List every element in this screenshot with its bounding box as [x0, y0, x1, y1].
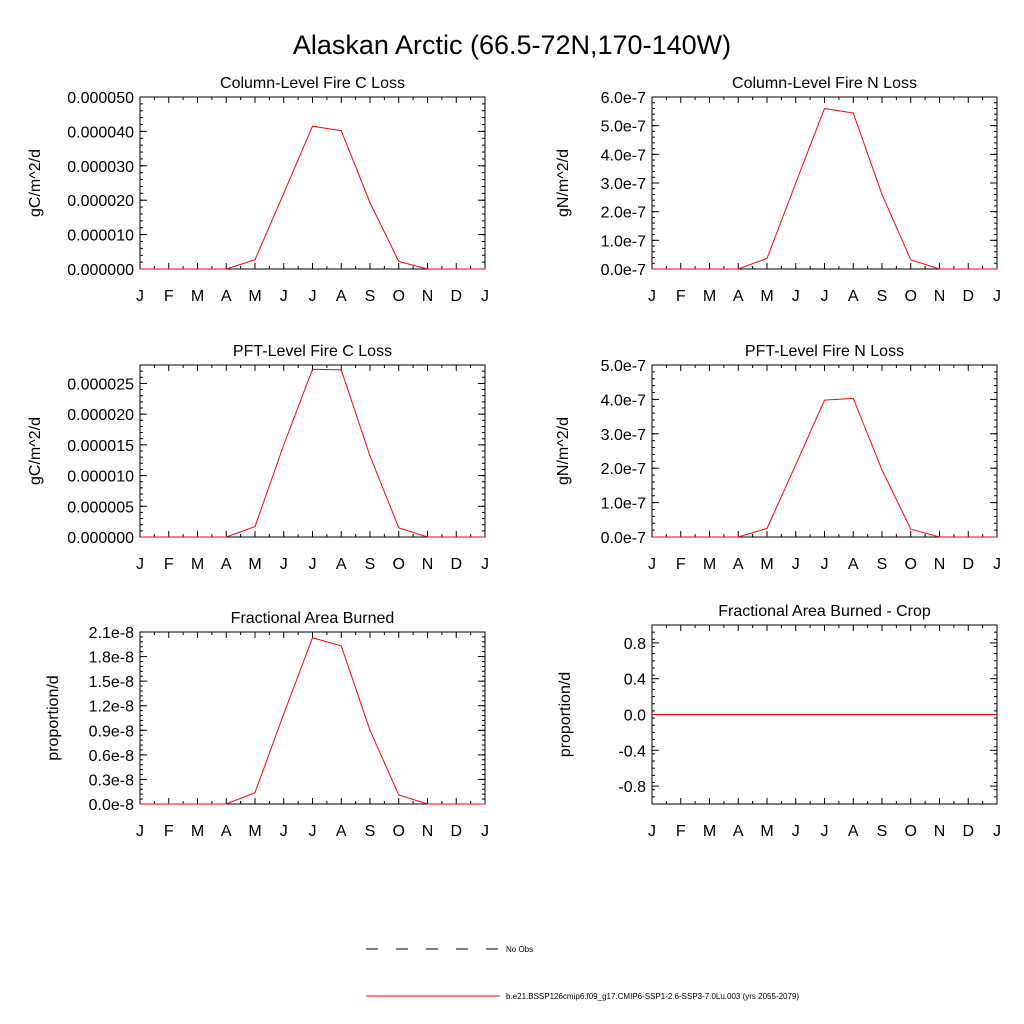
y-tick-label: 0.6e-8: [88, 747, 134, 765]
x-tick-label: J: [993, 823, 1001, 840]
x-tick-label: M: [702, 288, 717, 305]
x-tick-label: S: [876, 556, 888, 573]
x-tick-label: J: [993, 288, 1001, 305]
x-tick-label: A: [335, 288, 347, 305]
y-tick-label: 0.000000: [67, 530, 134, 547]
y-tick-label: 1.8e-8: [88, 649, 134, 667]
x-tick-label: J: [648, 823, 656, 840]
legend-obs-label: No Obs: [506, 945, 534, 954]
legend-series-label: b.e21.BSSP126cmip6.f09_g17.CMIP6-SSP1-2.6-SSP3-7.0Lu.003 (yrs 2055-2079): [506, 992, 800, 1001]
x-tick-label: J: [308, 823, 317, 840]
plot-frame: [140, 632, 485, 804]
x-tick-label: S: [364, 556, 376, 573]
x-tick-label: M: [190, 288, 205, 305]
x-tick-label: J: [993, 556, 1001, 573]
y-tick-label: 0.0e-7: [600, 530, 646, 547]
y-tick-label: 0.000010: [67, 468, 134, 486]
x-tick-label: M: [248, 823, 262, 840]
x-tick-label: A: [335, 556, 347, 573]
x-tick-label: O: [392, 288, 405, 305]
x-tick-label: A: [732, 556, 744, 573]
x-tick-label: D: [450, 556, 463, 573]
y-axis-label: gC/m^2/d: [27, 149, 44, 217]
x-tick-label: J: [791, 556, 800, 573]
y-tick-label: 3.0e-7: [600, 426, 646, 444]
x-tick-label: F: [163, 288, 174, 305]
x-tick-label: A: [847, 556, 859, 573]
x-tick-label: F: [675, 288, 686, 305]
x-tick-label: N: [421, 288, 434, 305]
y-axis-label: proportion/d: [557, 671, 574, 758]
x-tick-label: A: [220, 823, 232, 840]
x-tick-label: J: [136, 823, 144, 840]
x-tick-label: N: [421, 823, 434, 840]
x-tick-label: J: [279, 823, 288, 840]
y-tick-label: 2.1e-8: [88, 625, 134, 642]
x-tick-label: J: [820, 288, 829, 305]
x-tick-label: A: [847, 288, 859, 305]
y-tick-label: 1.0e-7: [600, 495, 646, 513]
y-tick-label: 0.000000: [67, 262, 134, 279]
x-tick-label: M: [760, 556, 774, 573]
series-line: [652, 398, 997, 537]
y-tick-label: 5.0e-7: [600, 118, 646, 136]
x-tick-label: A: [335, 823, 347, 840]
chart-panel-2: [555, 75, 1001, 305]
x-tick-label: D: [450, 823, 463, 840]
y-tick-label: 2.0e-7: [600, 204, 646, 222]
legend: [366, 945, 799, 1001]
y-tick-label: 0.000040: [67, 124, 134, 142]
y-tick-label: 0.0e-7: [600, 262, 646, 279]
x-tick-label: J: [820, 823, 829, 840]
plot-frame: [140, 365, 485, 537]
x-tick-label: A: [220, 556, 232, 573]
x-tick-label: D: [962, 288, 975, 305]
x-tick-label: J: [481, 288, 489, 305]
x-tick-label: M: [190, 556, 205, 573]
page-title: Alaskan Arctic (66.5-72N,170-140W): [292, 30, 732, 60]
x-tick-label: S: [364, 823, 376, 840]
chart-panel-6: [557, 603, 1001, 840]
y-tick-label: 4.0e-7: [600, 392, 646, 410]
x-tick-label: J: [279, 288, 288, 305]
y-tick-label: 4.0e-7: [600, 147, 646, 165]
x-tick-label: S: [876, 288, 888, 305]
y-tick-label: 6.0e-7: [600, 90, 646, 107]
y-tick-label: -0.4: [618, 743, 646, 761]
x-tick-label: O: [392, 556, 405, 573]
y-tick-label: 0.0e-8: [88, 797, 134, 814]
chart-panel-5: [45, 610, 489, 840]
x-tick-label: O: [392, 823, 405, 840]
y-tick-label: 0.000020: [67, 193, 134, 211]
panels-group: [27, 75, 1001, 840]
x-tick-label: M: [190, 823, 205, 840]
x-tick-label: F: [675, 556, 686, 573]
y-axis-label: gN/m^2/d: [555, 149, 572, 217]
x-tick-label: J: [481, 556, 489, 573]
x-tick-label: O: [904, 288, 917, 305]
x-tick-label: J: [648, 556, 656, 573]
x-tick-label: J: [481, 823, 489, 840]
x-tick-label: A: [847, 823, 859, 840]
y-tick-label: 0.3e-8: [88, 772, 134, 790]
plot-frame: [652, 365, 997, 537]
x-tick-label: F: [675, 823, 686, 840]
x-tick-label: J: [308, 556, 317, 573]
x-tick-label: D: [450, 288, 463, 305]
x-tick-label: A: [732, 823, 744, 840]
chart-title: Fractional Area Burned - Crop: [718, 603, 931, 620]
x-tick-label: M: [248, 556, 262, 573]
y-tick-label: 1.5e-8: [88, 674, 134, 692]
x-tick-label: J: [791, 288, 800, 305]
x-tick-label: N: [421, 556, 434, 573]
x-tick-label: F: [163, 556, 174, 573]
y-tick-label: -0.8: [618, 779, 646, 797]
y-tick-label: 0.8: [623, 635, 646, 653]
y-tick-label: 0.000015: [67, 437, 134, 455]
x-tick-label: D: [962, 823, 975, 840]
x-tick-label: N: [933, 288, 946, 305]
series-line: [140, 126, 485, 269]
y-tick-label: 0.000020: [67, 407, 134, 425]
chart-title: PFT-Level Fire N Loss: [744, 343, 905, 360]
x-tick-label: O: [904, 823, 917, 840]
y-tick-label: 0.000010: [67, 227, 134, 245]
x-tick-label: M: [702, 823, 717, 840]
chart-title: PFT-Level Fire C Loss: [232, 343, 393, 360]
chart-title: Column-Level Fire N Loss: [732, 75, 917, 92]
x-tick-label: M: [702, 556, 717, 573]
chart-panel-3: [27, 343, 489, 573]
y-axis-label: gC/m^2/d: [27, 417, 44, 485]
x-tick-label: D: [962, 556, 975, 573]
y-tick-label: 0.0: [623, 707, 646, 725]
chart-title: Fractional Area Burned: [230, 610, 395, 627]
y-axis-label: proportion/d: [45, 675, 62, 761]
x-tick-label: J: [136, 288, 144, 305]
x-tick-label: M: [760, 823, 774, 840]
x-tick-label: J: [279, 556, 288, 573]
x-tick-label: O: [904, 556, 917, 573]
x-tick-label: S: [876, 823, 888, 840]
x-tick-label: F: [163, 823, 174, 840]
x-tick-label: N: [933, 556, 946, 573]
y-tick-label: 5.0e-7: [600, 358, 646, 375]
series-line: [140, 369, 485, 537]
x-tick-label: A: [220, 288, 232, 305]
x-tick-label: N: [933, 823, 946, 840]
y-tick-label: 0.9e-8: [88, 723, 134, 741]
y-tick-label: 1.0e-7: [600, 233, 646, 251]
x-tick-label: A: [732, 288, 744, 305]
x-tick-label: J: [648, 288, 656, 305]
x-tick-label: J: [308, 288, 317, 305]
x-tick-label: J: [136, 556, 144, 573]
plot-frame: [140, 97, 485, 269]
x-tick-label: S: [364, 288, 376, 305]
x-tick-label: M: [760, 288, 774, 305]
y-axis-label: gN/m^2/d: [555, 417, 572, 485]
y-tick-label: 3.0e-7: [600, 176, 646, 193]
y-tick-label: 0.000005: [67, 499, 134, 517]
x-tick-label: M: [248, 288, 262, 305]
x-tick-label: J: [820, 556, 829, 573]
y-tick-label: 0.000025: [67, 376, 134, 394]
y-tick-label: 0.000030: [67, 158, 134, 176]
chart-title: Column-Level Fire C Loss: [220, 75, 405, 92]
y-tick-label: 2.0e-7: [600, 461, 646, 479]
series-line: [140, 638, 485, 804]
chart-panel-4: [555, 343, 1001, 573]
y-tick-label: 0.4: [623, 671, 646, 689]
series-line: [652, 108, 997, 269]
x-tick-label: J: [791, 823, 800, 840]
y-tick-label: 1.2e-8: [88, 698, 134, 716]
chart-panel-1: [27, 75, 489, 305]
y-tick-label: 0.000050: [67, 90, 134, 107]
plot-frame: [652, 97, 997, 269]
